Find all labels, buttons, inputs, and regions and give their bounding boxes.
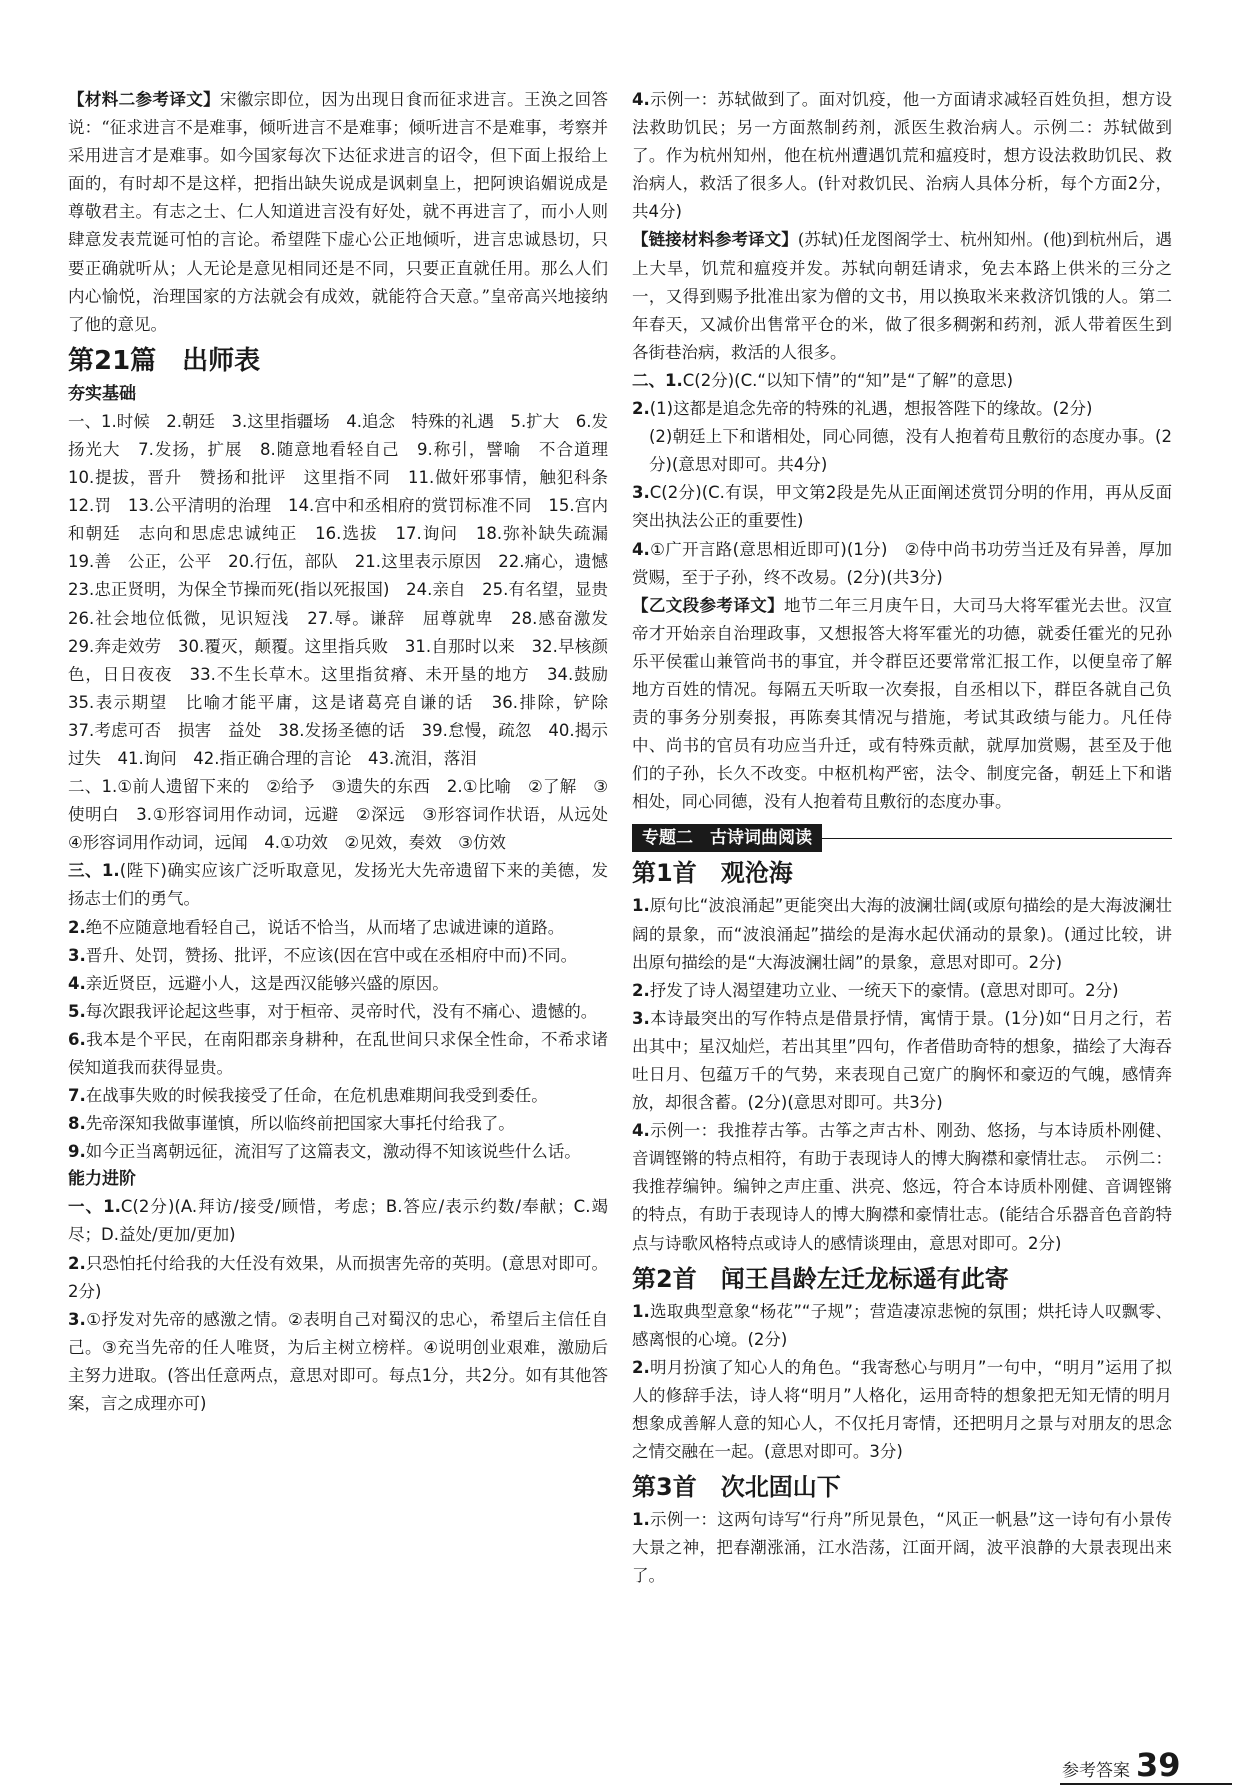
- poem-items: [632, 1506, 1172, 1590]
- answer-number: 三、1.: [68, 861, 120, 881]
- answer-item: [632, 367, 1172, 395]
- answer-number: 2.: [632, 399, 650, 419]
- poem-items: [632, 892, 1172, 1257]
- answer-item: [68, 1306, 608, 1418]
- answer-number: 3.: [632, 483, 650, 503]
- translation-text: (苏轼)任龙图阁学士、杭州知州。(他)到杭州后，遇上大旱，饥荒和瘟疫并发。苏轼向朝廷请求，免去本路上供米的三分之一，又得到赐予批准出家为僧的文书，用以换取米来救济饥饿的人。第二年春天，又减价出售常平仓的米，做了很多稠粥和药剂，派人带着医生到各街巷治病，救活的人很多。: [632, 230, 1173, 362]
- answer-item: [68, 1250, 608, 1306]
- answer-text: 在战事失败的时候我接受了任命，在危机患难期间我受到委任。: [85, 1086, 548, 1106]
- translation-text: 宋徽宗即位，因为出现日食而征求进言。王涣之回答说：“征求进言不是难事，倾听进言不是难事；倾听进言不是难事，考察并采用进言才是难事。如今国家每次下达征求进言的诏令，但下面上报给上面的，有时却不是这样，把指出缺失说成是讽刺皇上，把阿谀谄媚说成是尊敬君主。有志之士、仁人知道进言没有好处，就不再进言了，而小人则肆意发表荒诞可怕的言论。希望陛下虚心公正地倾听，进言忠诚恳切，只要正确就听从；人无论是意见相同还是不同，只要正直就任用。那么人们内心愉悦，治理国家的方法就会有成效，就能符合天意。”皇帝高兴地接纳了他的意见。: [68, 90, 609, 334]
- answer-number: 5.: [68, 1001, 86, 1021]
- answer-item: [68, 1138, 608, 1166]
- translation-material-two: [68, 86, 608, 339]
- answer-item: [68, 914, 608, 942]
- answer-text: 我本是个平民，在南阳郡亲身耕种，在乱世间只求保全性命，不希求诸侯知道我而获得显贵。: [68, 1029, 608, 1077]
- answer-text: 示例一：我推荐古筝。古筝之声古朴、刚劲、悠扬，与本诗质朴刚健、音调铿锵的特点相符，有助于表现诗人的博大胸襟和豪情壮志。 示例二：我推荐编钟。编钟之声庄重、洪亮、悠远，符合本诗质朴刚健、音调铿锵的特点，有助于表现诗人的博大胸襟和豪情壮志。(能结合乐器音色音韵特点与诗歌风格特点或诗人的感情谈理由，意思对即可。2分): [632, 1121, 1172, 1253]
- answer-number: 7.: [68, 1086, 86, 1106]
- answer-item: [632, 86, 1172, 226]
- answer-item: [68, 942, 608, 970]
- answer-item: [68, 998, 608, 1026]
- answer-item: [68, 1110, 608, 1138]
- answer-number: 2.: [632, 980, 650, 1000]
- answer-text: (1)这都是追念先帝的特殊的礼遇，想报答陛下的缘故。(2分): [649, 399, 1093, 419]
- topic-label: 专题二 古诗词曲阅读: [632, 824, 822, 852]
- answer-number: 1.: [632, 896, 650, 916]
- answers-part-one: 一、1.时候 2.朝廷 3.这里指疆场 4.追念 特殊的礼遇 5.扩大 6.发扬光大 7.发扬，扩展 8.随意地看轻自己 9.称引，譬喻 不合道理 10.提拔，晋升 赞扬和批评 这里指不同 11.做奸邪事情，触犯科条 12.罚 13.公平清明的治理 14.宫中和丞相府的赏罚标准不同 15.宫内和朝廷 志向和思虑忠诚纯正 16.选拔 17.询问 18.弥补缺失疏漏 19.善 公正，公平 20.行伍，部队 21.这里表示原因 22.痛心，遗憾 23.忠正贤明，为保全节操而死(指以死报国) 24.亲自 25.有名望，显贵 26.社会地位低微，见识短浅 27.辱。谦辞 屈尊就卑 28.感奋激发 29.奔走效劳 30.覆灭，颠覆。这里指兵败 31.自那时以来 32.早核颜色，日日夜夜 33.不生长草木。这里指贫瘠、未开垦的地方 34.鼓励 35.表示期望 比喻才能平庸，这是诸葛亮自谦的话 36.排除，铲除 37.考虑可否 损害 益处 38.发扬圣德的话 39.怠慢，疏忽 40.揭示 过失 41.询问 42.指正确合理的言论 43.流泪，落泪: [68, 411, 625, 768]
- answer-item: [632, 1506, 1172, 1590]
- answer-number: 二、1.: [632, 370, 683, 390]
- translation-label: 【材料二参考译文】: [68, 90, 220, 109]
- answer-text: 先帝深知我做事谨慎，所以临终前把国家大事托付给我了。: [85, 1114, 515, 1134]
- poem-answers: [632, 854, 1172, 1590]
- answer-number: 2.: [632, 1357, 650, 1377]
- answer-text: C(2分)(A.拜访/接受/顾惜，考虑；B.答应/表示约数/奉献；C.竭尽；D.益处/更加/更加): [68, 1197, 609, 1245]
- answer-text: 只恐怕托付给我的大任没有效果，从而损害先帝的英明。(意思对即可。2分): [68, 1253, 608, 1301]
- answer-text: 明月扮演了知心人的角色。“我寄愁心与明月”一句中，“明月”运用了拟人的修辞手法，诗人将“明月”人格化，运用奇特的想象把无知无情的明月想象成善解人意的知心人，不仅托月寄情，还把明月之景与对朋友的思念之情交融在一起。(意思对即可。3分): [632, 1357, 1172, 1462]
- answer-text: 晋升、处罚，赞扬、批评，不应该(因在宫中或在丞相府中而)不同。: [85, 945, 578, 965]
- poem-title: 第3首 次北固山下: [632, 1473, 841, 1502]
- answer-text: 绝不应随意地看轻自己，说话不恰当，从而堵了忠诚进谏的道路。: [85, 917, 565, 937]
- page-footer: [1062, 1748, 1181, 1782]
- topic-header: [632, 824, 1172, 852]
- answer-number: 3.: [632, 1008, 650, 1028]
- page-number: 39: [1136, 1746, 1181, 1784]
- answer-item: [68, 970, 608, 998]
- left-column: [68, 86, 625, 1418]
- answer-text: 本诗最突出的写作特点是借景抒情，寓情于景。(1分)如“日月之行，若出其中；星汉灿烂，若出其里”四句，作者借助奇特的想象，描绘了大海吞吐日月、包蕴万千的气势，来表现自己宽广的胸怀和豪迈的气魄，感情奔放，却很含蓄。(2分)(意思对即可。共3分): [632, 1008, 1172, 1113]
- answer-number: 8.: [68, 1114, 86, 1134]
- answer-text: 每次跟我评论起这些事，对于桓帝、灵帝时代，没有不痛心、遗憾的。: [85, 1001, 598, 1021]
- poem-items: [632, 1298, 1172, 1467]
- answer-text: 亲近贤臣，远避小人，这是西汉能够兴盛的原因。: [85, 973, 449, 993]
- answer-item: [68, 1026, 608, 1082]
- answer-number: 4.: [632, 539, 650, 559]
- answer-text: ①广开言路(意思相近即可)(1分) ②侍中尚书功劳当迁及有异善，厚加赏赐，至于子孙，终不改易。(2分)(共3分): [632, 539, 1172, 587]
- section-advanced-heading: 能力进阶: [68, 1169, 136, 1190]
- advanced-answers: [68, 1193, 608, 1418]
- answer-item: [632, 1005, 1172, 1117]
- section-basic-heading: 夯实基础: [68, 383, 136, 404]
- answer-number: 3.: [68, 1309, 86, 1329]
- answer-number: 3.: [68, 945, 86, 965]
- answer-item: [632, 479, 1172, 535]
- answer-item: [68, 857, 608, 913]
- answer-text: (2)朝廷上下和谐相处，同心同德，没有人抱着苟且敷衍的态度办事。(2分)(意思对即可。共4分): [649, 427, 1172, 475]
- right-mid-answers: [632, 367, 1172, 592]
- answer-text: 抒发了诗人渴望建功立业、一统天下的豪情。(意思对即可。2分): [649, 980, 1119, 1000]
- right-top-answers: [632, 86, 1172, 226]
- footer-rule: [1060, 1783, 1232, 1785]
- answer-item: [632, 423, 1172, 479]
- answer-text: 选取典型意象“杨花”“子规”；营造凄凉悲惋的氛围；烘托诗人叹飘零、感离恨的心境。(2分): [632, 1301, 1172, 1349]
- translation-label: 【链接材料参考译文】: [632, 230, 798, 250]
- translation-link-material: [632, 226, 1172, 366]
- answer-number: 一、1.: [68, 1197, 121, 1217]
- answer-number: 4.: [632, 1121, 650, 1141]
- translation-text: 地节二年三月庚午日，大司马大将军霍光去世。汉宣帝才开始亲自治理政事，又想报答大将军霍光的功德，就委任霍光的兄孙乐平侯霍山兼管尚书的事宜，并令群臣还要常常汇报工作，以便皇帝了解地方百姓的情况。每隔五天听取一次奏报，自丞相以下，群臣各就自己负责的事务分别奏报，再陈奏其情况与措施，考试其政绩与能力。凡任侍中、尚书的官员有功应当升迁，或有特殊贡献，就厚加赏赐，甚至及于他们的子孙，长久不改变。中枢机构严密，法令、制度完备，朝廷上下和谐相处，同心同德，没有人抱着苟且敷衍的态度办事。: [632, 595, 1173, 812]
- answer-number: 1.: [632, 1301, 650, 1321]
- answer-text: (陛下)确实应该广泛听取意见，发扬光大先帝遗留下来的美德，发扬志士们的勇气。: [68, 861, 609, 909]
- answers-part-two: 二、1.①前人遗留下来的 ②给予 ③遗失的东西 2.①比喻 ②了解 ③使明白 3.①形容词用作动词，远避 ②深远 ③形容词作状语，从远处 ④形容词用作动词，远闻 4.①功效 ②见效，奏效 ③仿效: [68, 777, 625, 853]
- answer-number: 4.: [68, 973, 86, 993]
- answer-number: 1.: [632, 1510, 650, 1530]
- answers-part-three: [68, 857, 608, 1166]
- article-title: 第21篇 出师表: [68, 345, 261, 376]
- answer-item: [632, 892, 1172, 976]
- answer-item: [632, 395, 1172, 423]
- answer-item: [632, 1298, 1172, 1354]
- answer-item: [68, 1082, 608, 1110]
- topic-rule: [822, 838, 1172, 839]
- translation-label: 【乙文段参考译文】: [632, 595, 784, 615]
- footer-label: 参考答案: [1062, 1761, 1130, 1781]
- answer-number: 2.: [68, 1253, 86, 1273]
- answer-text: 示例一：这两句诗写“行舟”所见景色，“风正一帆悬”这一诗句有小景传大景之神，把春潮涨涌，江水浩荡，江面开阔，波平浪静的大景表现出来了。: [632, 1510, 1172, 1586]
- answer-number: 4.: [632, 90, 650, 109]
- answer-item: [632, 1354, 1172, 1466]
- poem-title: 第2首 闻王昌龄左迁龙标遥有此寄: [632, 1264, 1009, 1293]
- answer-text: 示例一：苏轼做到了。面对饥疫，他一方面请求减轻百姓负担，想方设法救助饥民；另一方面熬制药剂，派医生救治病人。示例二：苏轼做到了。作为杭州知州，他在杭州遭遇饥荒和瘟疫时，想方设法救助饥民、救治病人，救活了很多人。(针对救饥民、治病人具体分析，每个方面2分，共4分): [632, 90, 1172, 222]
- answer-number: 9.: [68, 1142, 86, 1162]
- answer-text: 如今正当离朝远征，流泪写了这篇表文，激动得不知该说些什么话。: [85, 1142, 581, 1162]
- poem-title: 第1首 观沧海: [632, 859, 793, 888]
- translation-yi-passage: [632, 592, 1172, 817]
- answer-number: 6.: [68, 1029, 86, 1049]
- answer-item: [632, 536, 1172, 592]
- answer-text: 原句比“波浪涌起”更能突出大海的波澜壮阔(或原句描绘的是大海波澜壮阔的景象，而“波浪涌起”描绘的是海水起伏涌动的景象)。(通过比较，讲出原句描绘的是“大海波澜壮阔”的景象，意思对即可。2分): [632, 896, 1172, 972]
- answer-text: C(2分)(C.“以知下情”的“知”是“了解”的意思): [682, 370, 1014, 390]
- answer-item: [632, 1117, 1172, 1257]
- answer-item: [632, 977, 1172, 1005]
- answer-text: ①抒发对先帝的感激之情。②表明自己对蜀汉的忠心，希望后主信任自己。③充当先帝的任人唯贤，为后主树立榜样。④说明创业艰难，激励后主努力进取。(答出任意两点，意思对即可。每点1分，共2分。如有其他答案，言之成理亦可): [68, 1309, 608, 1414]
- answer-text: C(2分)(C.有误，甲文第2段是先从正面阐述赏罚分明的作用，再从反面突出执法公正的重要性): [632, 483, 1172, 531]
- right-column: [632, 86, 1172, 1591]
- answer-item: [68, 1193, 608, 1249]
- answer-number: 2.: [68, 917, 86, 937]
